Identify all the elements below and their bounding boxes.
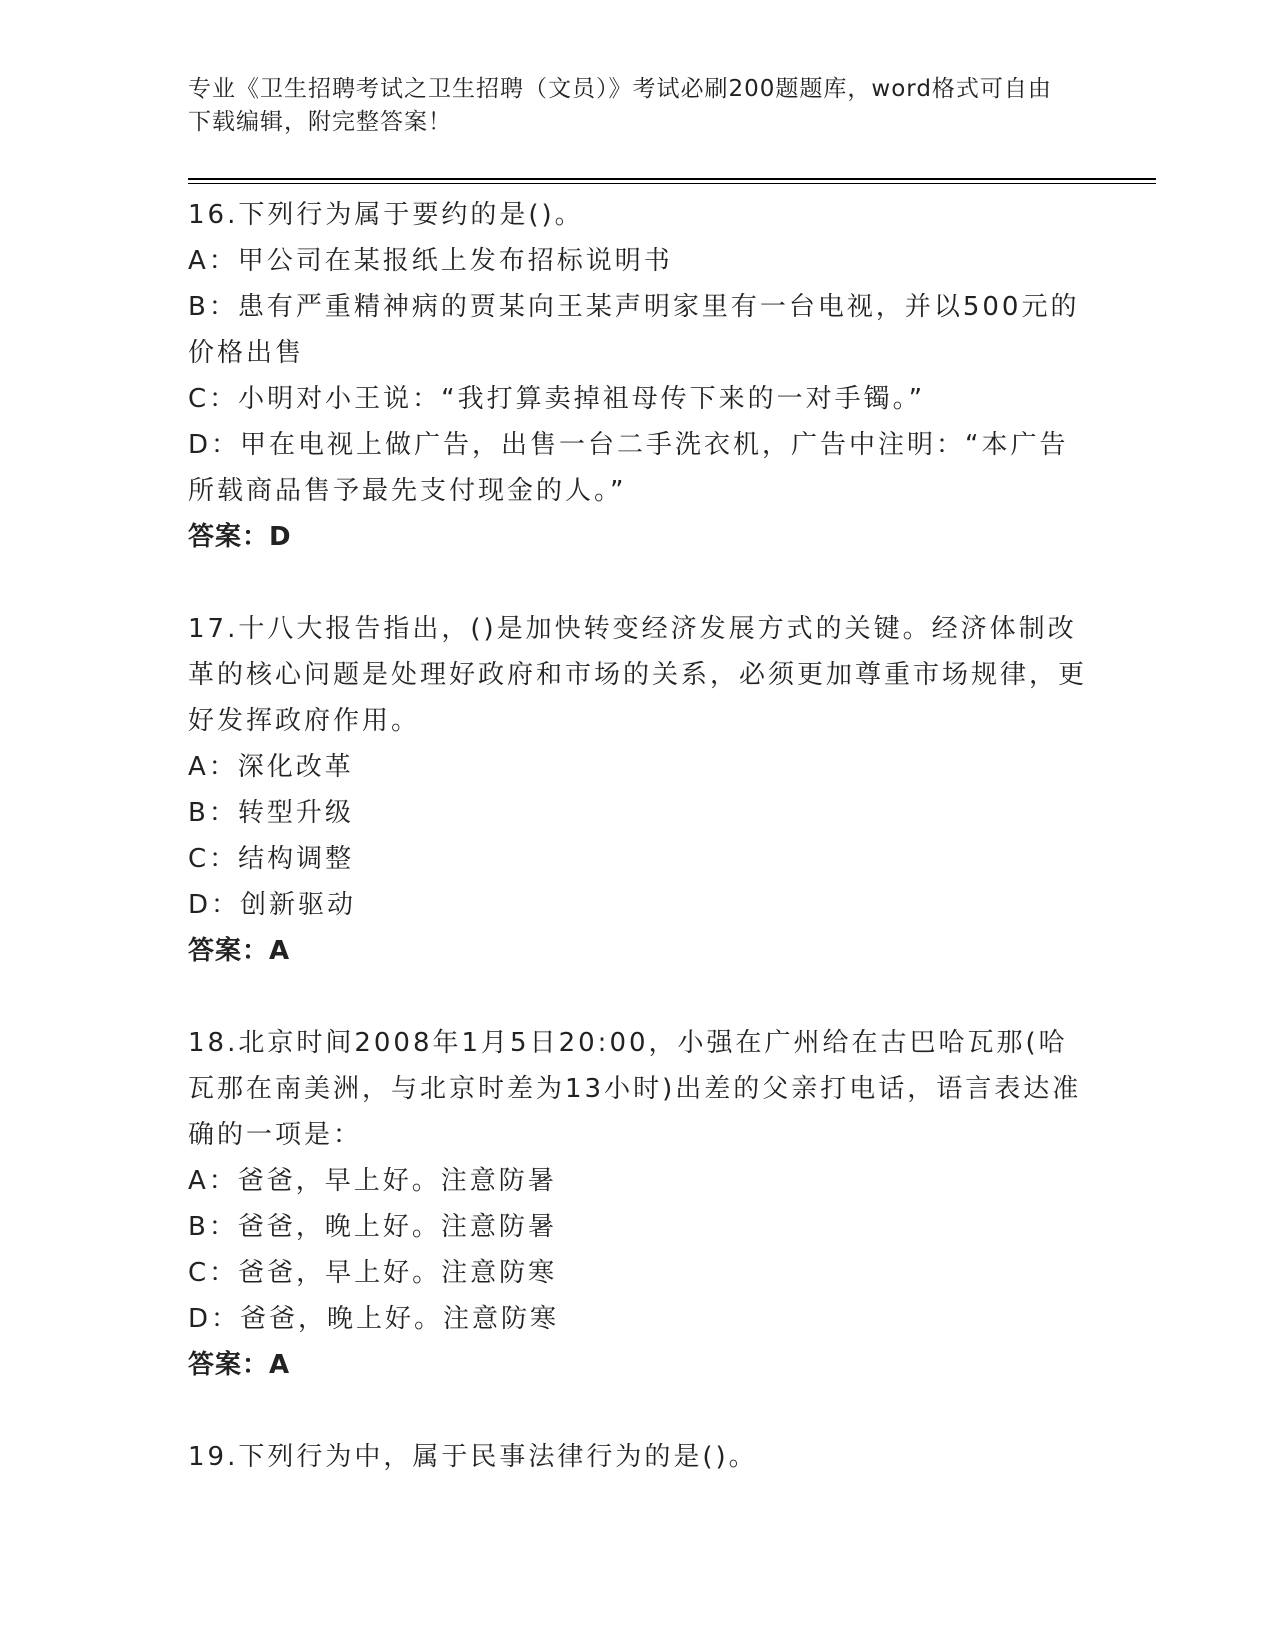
question-17	[188, 606, 1088, 974]
header-divider-thick	[188, 178, 1156, 180]
option-b: B：患有严重精神病的贾某向王某声明家里有一台电视，并以500元的价格出售	[188, 292, 1080, 368]
spacer	[188, 1388, 1088, 1434]
option-b: B：转型升级	[188, 798, 354, 828]
question-16	[188, 192, 1088, 560]
spacer	[188, 560, 1088, 606]
option-a: A：深化改革	[188, 752, 354, 782]
option-d: D：创新驱动	[188, 890, 357, 920]
question-18	[188, 1020, 1088, 1388]
answer: 答案：A	[188, 1350, 291, 1380]
option-c: C：结构调整	[188, 844, 355, 874]
option-d: D：爸爸，晚上好。注意防寒	[188, 1304, 560, 1334]
option-c: C：爸爸，早上好。注意防寒	[188, 1258, 558, 1288]
question-text: 16.下列行为属于要约的是()。	[188, 200, 584, 230]
option-d: D：甲在电视上做广告，出售一台二手洗衣机，广告中注明：“本广告所载商品售予最先支付现金的人。”	[188, 430, 1069, 506]
option-b: B：爸爸，晚上好。注意防暑	[188, 1212, 557, 1242]
question-19	[188, 1434, 1088, 1480]
question-text: 18.北京时间2008年1月5日20:00，小强在广州给在古巴哈瓦那(哈瓦那在南美洲，与北京时差为13小时)出差的父亲打电话，语言表达准确的一项是：	[188, 1028, 1082, 1150]
header-divider-thin	[188, 183, 1156, 184]
question-list	[188, 192, 1088, 1480]
spacer	[188, 974, 1088, 1020]
answer: 答案：D	[188, 522, 292, 552]
answer: 答案：A	[188, 936, 291, 966]
question-text: 17.十八大报告指出，()是加快转变经济发展方式的关键。经济体制改革的核心问题是处理好政府和市场的关系，必须更加尊重市场规律，更好发挥政府作用。	[188, 614, 1088, 736]
option-a: A：甲公司在某报纸上发布招标说明书	[188, 246, 673, 276]
header-text: 专业《卫生招聘考试之卫生招聘（文员）》考试必刷200题题库，word格式可自由下载编辑，附完整答案！	[188, 76, 1052, 135]
document-header	[188, 73, 1068, 139]
option-c: C：小明对小王说：“我打算卖掉祖母传下来的一对手镯。”	[188, 384, 926, 414]
option-a: A：爸爸，早上好。注意防暑	[188, 1166, 557, 1196]
question-text: 19.下列行为中，属于民事法律行为的是()。	[188, 1442, 758, 1472]
